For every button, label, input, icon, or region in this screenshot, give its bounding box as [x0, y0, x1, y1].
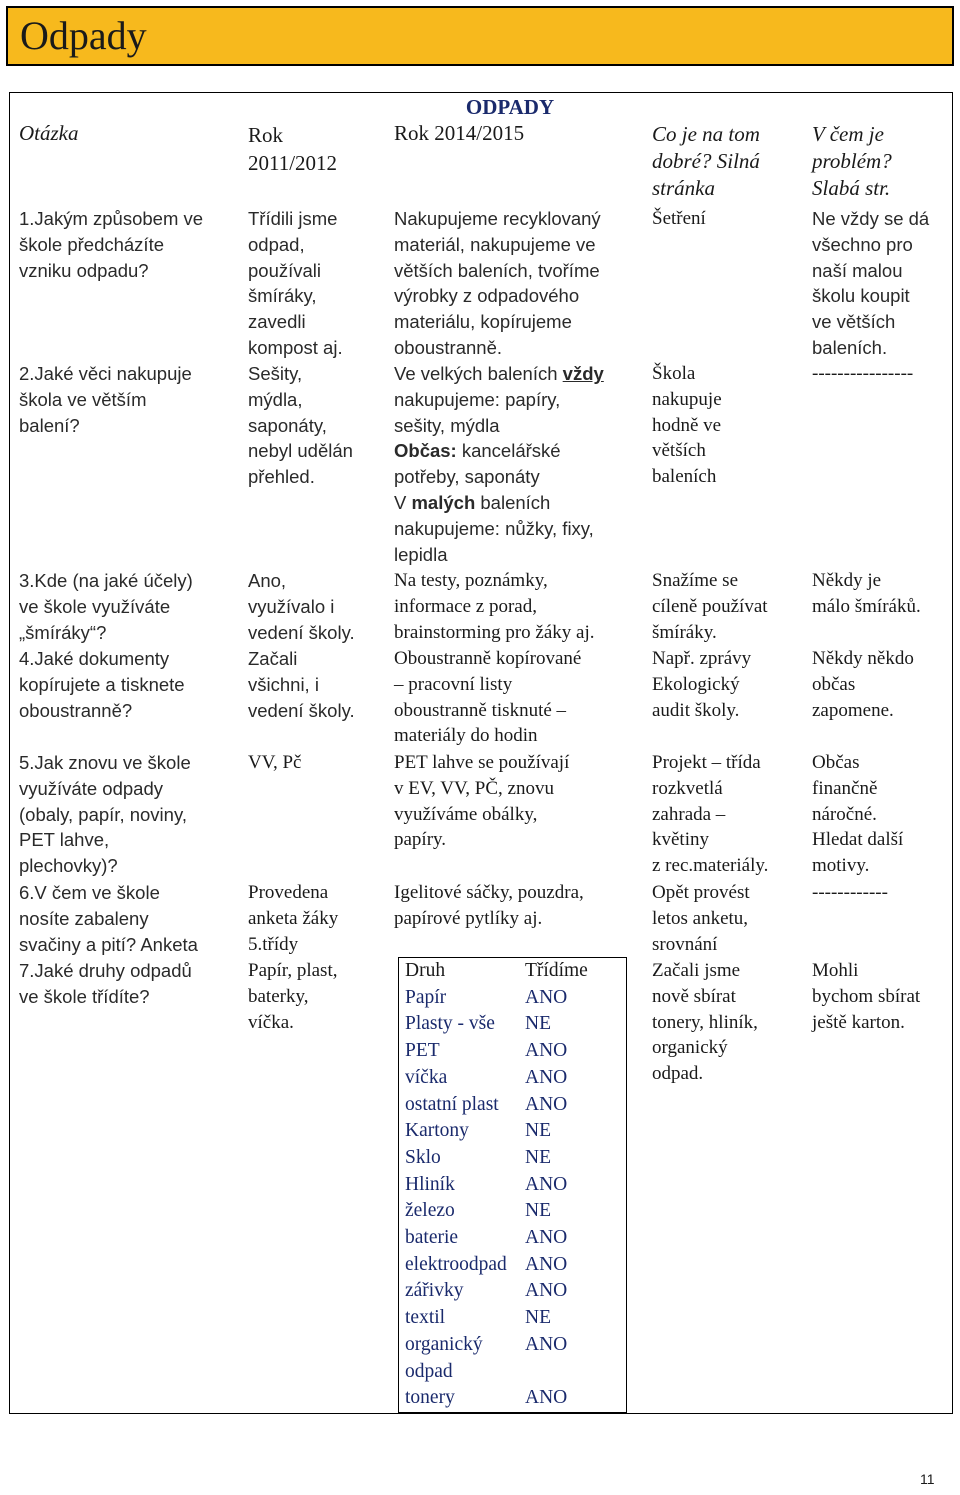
strength-1: [652, 206, 802, 232]
text-line: materiály do hodin: [394, 725, 538, 747]
sorting-kind: tonery: [405, 1387, 455, 1409]
sorting-row: [399, 1038, 627, 1065]
year-new-answer-6: [394, 880, 639, 932]
sorting-value: NE: [525, 1200, 551, 1222]
sorting-value: ANO: [525, 1173, 568, 1195]
year-old-answer-6: [248, 880, 388, 957]
text-line: nebyl udělán: [248, 440, 353, 462]
text-line: Třídili jsme: [248, 208, 338, 229]
sorting-row: [399, 1332, 627, 1385]
text-line: oboustranně.: [394, 336, 503, 358]
sorting-kind: PET: [405, 1040, 440, 1062]
text-line: Opět provést: [652, 882, 750, 903]
year-old-answer-1: [248, 206, 388, 361]
year-old-answer-5: [248, 750, 388, 776]
text-line: Sešity,: [248, 363, 303, 384]
text-line: nově sbírat: [652, 985, 736, 1007]
strength-5: [652, 750, 802, 879]
text-line: rozkvetlá: [652, 777, 723, 799]
text-line: Začali: [248, 648, 298, 669]
sorting-header-row: [399, 958, 627, 985]
text-line: papírové pytlíky aj.: [394, 907, 543, 929]
text-line: v EV, VV, PČ, znovu: [394, 777, 554, 799]
question-7: [19, 958, 234, 1010]
sorting-value: ANO: [525, 1040, 568, 1062]
text-line: odpad: [405, 1360, 453, 1382]
sorting-kind: elektroodpad: [405, 1253, 507, 1275]
sorting-kind: Papír: [405, 986, 447, 1008]
text-line: 1.Jakým způsobem ve: [19, 208, 204, 229]
sorting-kind: textil: [405, 1307, 446, 1329]
text-line: hodně ve: [652, 414, 722, 436]
text-line: anketa žáky: [248, 907, 339, 929]
text-line: Hledat další: [812, 829, 904, 851]
text-line: Rok: [248, 123, 284, 147]
text-line: plechovky)?: [19, 855, 118, 877]
sorting-row: [399, 1198, 627, 1225]
text-line: nakupuje: [652, 388, 722, 410]
sorting-value: ANO: [525, 1093, 568, 1115]
text-line: 2011/2012: [248, 151, 338, 175]
sorting-row: [399, 1145, 627, 1172]
text-line: materiálu, kopírujeme: [394, 311, 572, 333]
text-line: baterky,: [248, 985, 309, 1007]
sorting-header-sorted: Třídíme: [525, 960, 588, 981]
table-title: ODPADY: [465, 95, 555, 119]
text-line: motivy.: [812, 855, 870, 877]
text-line: V čem je: [812, 122, 884, 146]
text-line: 2.Jaké věci nakupuje: [19, 363, 192, 384]
text-line: používali: [248, 259, 322, 281]
sorting-value: ANO: [525, 986, 568, 1008]
sorting-value: ANO: [525, 1253, 568, 1275]
sorting-row: [399, 1278, 627, 1305]
page-number: 11: [920, 1471, 935, 1487]
strength-4: [652, 646, 802, 723]
sorting-kind: Hliník: [405, 1173, 455, 1195]
sorting-kind: železo: [405, 1200, 455, 1222]
year-new-answer-2: [394, 361, 639, 567]
text-line: málo šmíráků.: [812, 595, 921, 617]
text-line: 6.V čem ve škole: [19, 882, 160, 903]
text-line: víčka.: [248, 1011, 294, 1033]
year-new-answer-5: [394, 750, 639, 853]
text-line: Ano,: [248, 570, 287, 591]
text-line: ve škole využíváte: [19, 595, 171, 617]
weakness-1: [812, 206, 952, 361]
sorting-kind: zářivky: [405, 1280, 464, 1302]
question-2: [19, 361, 234, 438]
text-line: nakupujeme: papíry,: [394, 388, 561, 410]
text-line: oboustranně?: [19, 699, 133, 721]
sorting-value: ANO: [525, 1333, 568, 1355]
text-line: kompost aj.: [248, 336, 343, 358]
sorting-value: NE: [525, 1013, 551, 1035]
text-line: Oboustranně kopírované: [394, 648, 582, 669]
sorting-row: [399, 1252, 627, 1279]
text-line: šmíráky,: [248, 285, 317, 307]
text-line: (obaly, papír, noviny,: [19, 803, 187, 825]
large-pack-prefix: Ve velkých baleních: [394, 363, 563, 384]
text-line: saponáty,: [248, 414, 327, 436]
text-line: Občas: [812, 752, 860, 773]
sorting-kind: ostatní plast: [405, 1093, 499, 1115]
question-3: [19, 568, 234, 645]
sorting-header-kind: Druh: [405, 960, 446, 981]
question-4: [19, 646, 234, 723]
weakness-5: [812, 750, 952, 879]
text-line: ve škole třídíte?: [19, 985, 150, 1007]
text-line: zavedli: [248, 311, 306, 333]
occasionally-label: Občas:: [394, 440, 457, 462]
header-question: Otázka: [19, 121, 79, 145]
text-line: dobré? Silná: [652, 149, 760, 173]
header-year-new: Rok 2014/2015: [394, 121, 525, 145]
sorting-table: [398, 957, 627, 1413]
text-line: ve větších: [812, 311, 896, 333]
text-line: 7.Jaké druhy odpadů: [19, 960, 192, 981]
text-line: škola ve větším: [19, 388, 147, 410]
header-year-old: [248, 121, 388, 177]
page-title-banner: [6, 6, 954, 66]
text-line: Papír, plast,: [248, 960, 338, 981]
text-line: Např. zprávy: [652, 648, 752, 669]
text-line: vedení školy.: [248, 621, 355, 643]
text-line: Ekologický: [652, 673, 740, 695]
text-line: odpad.: [652, 1063, 704, 1085]
strength-7: [652, 958, 802, 1087]
text-line: Projekt – třída: [652, 752, 761, 773]
weakness-2: [812, 361, 952, 387]
text-line: výrobky z odpadového: [394, 285, 580, 307]
text-line: zahrada –: [652, 803, 726, 825]
text-line: „šmíráky“?: [19, 621, 107, 643]
header-strength: [652, 121, 802, 202]
text-line: stránka: [652, 176, 715, 200]
text-line: Igelitové sáčky, pouzdra,: [394, 882, 584, 903]
text-line: organický: [652, 1037, 728, 1059]
text-line: baleních: [652, 466, 717, 488]
text-line: Co je na tom: [652, 122, 760, 146]
text-line: Ne vždy se dá: [812, 208, 930, 229]
text-line: Škola: [652, 363, 696, 384]
sorting-row: [399, 1092, 627, 1119]
text-line: PET lahve se používají: [394, 752, 570, 773]
occasionally-text: kancelářské: [456, 440, 561, 462]
text-line: mýdla,: [248, 388, 303, 410]
sorting-row: [399, 1065, 627, 1092]
text-line: VV, Pč: [248, 752, 302, 773]
page-title: Odpady: [20, 13, 147, 58]
text-line: Slabá str.: [812, 176, 891, 200]
sorting-row: [399, 985, 627, 1012]
text-line: svačiny a pití? Anketa: [19, 933, 198, 955]
small-emphasis: malých: [411, 491, 476, 513]
text-line: využíváme obálky,: [394, 803, 538, 825]
weakness-6: [812, 880, 952, 906]
sorting-row: [399, 1385, 627, 1412]
sorting-value: NE: [525, 1120, 551, 1142]
text-line: brainstorming pro žáky aj.: [394, 621, 595, 643]
strength-6: [652, 880, 802, 957]
text-line: lepidla: [394, 543, 448, 565]
text-line: Začali jsme: [652, 960, 741, 981]
text-line: ------------: [812, 882, 888, 903]
text-line: přehled.: [248, 466, 315, 488]
text-line: školu koupit: [812, 285, 910, 307]
text-line: odpad,: [248, 233, 305, 255]
text-line: tonery, hliník,: [652, 1011, 758, 1033]
sorting-kind: baterie: [405, 1227, 459, 1249]
sorting-kind: Kartony: [405, 1120, 469, 1142]
text-line: cíleně používat: [652, 595, 768, 617]
sorting-value: ANO: [525, 1227, 568, 1249]
text-line: baleních.: [812, 336, 888, 358]
text-line: využíváte odpady: [19, 777, 163, 799]
sorting-value: NE: [525, 1307, 551, 1329]
text-line: – pracovní listy: [394, 673, 513, 695]
text-line: problém?: [812, 149, 892, 173]
text-line: PET lahve,: [19, 829, 110, 851]
text-line: papíry.: [394, 829, 447, 851]
text-line: všichni, i: [248, 673, 319, 695]
year-old-answer-7: [248, 958, 388, 1035]
text-line: organický: [405, 1333, 483, 1355]
year-old-answer-3: [248, 568, 388, 645]
text-line: oboustranně tisknuté –: [394, 699, 567, 721]
text-line: nakupujeme: nůžky, fixy,: [394, 517, 594, 539]
text-line: finančně: [812, 777, 878, 799]
year-new-answer-1: [394, 206, 639, 361]
text-line: materiál, nakupujeme ve: [394, 233, 596, 255]
strength-3: [652, 568, 802, 645]
year-old-answer-2: [248, 361, 388, 490]
text-line: potřeby, saponáty: [394, 466, 540, 488]
text-line: šmíráky.: [652, 621, 717, 643]
weakness-4: [812, 646, 952, 723]
text-line: větších baleních, tvoříme: [394, 259, 600, 281]
sorting-value: NE: [525, 1146, 551, 1168]
header-weakness: [812, 121, 952, 202]
sorting-value: ANO: [525, 1387, 568, 1409]
sorting-row: [399, 1225, 627, 1252]
text-line: květiny: [652, 829, 709, 851]
text-line: Někdy někdo: [812, 648, 914, 669]
sorting-kind: víčka: [405, 1066, 448, 1088]
text-line: Snažíme se: [652, 570, 739, 591]
text-line: bychom sbírat: [812, 985, 921, 1007]
text-line: náročné.: [812, 803, 877, 825]
text-line: škole předcházíte: [19, 233, 165, 255]
always-emphasis: vždy: [562, 363, 604, 384]
text-line: Nakupujeme recyklovaný: [394, 208, 601, 229]
question-6: [19, 880, 234, 957]
small-pack-prefix: V: [394, 491, 412, 513]
text-line: sešity, mýdla: [394, 414, 500, 436]
text-line: nosíte zabaleny: [19, 907, 149, 929]
weakness-7: [812, 958, 952, 1035]
question-5: [19, 750, 234, 879]
text-line: 3.Kde (na jaké účely): [19, 570, 193, 591]
text-line: Na testy, poznámky,: [394, 570, 548, 591]
text-line: 5.třídy: [248, 933, 299, 955]
text-line: z rec.materiály.: [652, 855, 769, 877]
sorting-row: [399, 1011, 627, 1038]
text-line: občas: [812, 673, 856, 695]
question-1: [19, 206, 234, 283]
text-line: naší malou: [812, 259, 903, 281]
text-line: vedení školy.: [248, 699, 355, 721]
sorting-row: [399, 1118, 627, 1145]
small-pack-suffix: baleních: [475, 491, 551, 513]
text-line: informace z porad,: [394, 595, 537, 617]
text-line: 5.Jak znovu ve škole: [19, 752, 191, 773]
year-old-answer-4: [248, 646, 388, 723]
text-line: Provedena: [248, 882, 329, 903]
sorting-row: [399, 1305, 627, 1332]
text-line: audit školy.: [652, 699, 740, 721]
text-line: využívalo i: [248, 595, 335, 617]
sorting-kind: Sklo: [405, 1146, 441, 1168]
text-line: zapomene.: [812, 699, 894, 721]
text-line: srovnání: [652, 933, 718, 955]
text-line: všechno pro: [812, 233, 913, 255]
text-line: ještě karton.: [812, 1011, 905, 1033]
sorting-value: ANO: [525, 1280, 568, 1302]
text-line: balení?: [19, 414, 80, 436]
sorting-kind: Plasty - vše: [405, 1013, 495, 1035]
text-line: Někdy je: [812, 570, 882, 591]
sorting-row: [399, 1172, 627, 1199]
year-new-answer-4: [394, 646, 639, 749]
weakness-3: [812, 568, 952, 620]
sorting-value: ANO: [525, 1066, 568, 1088]
text-line: Šetření: [652, 208, 706, 229]
year-new-answer-3: [394, 568, 639, 645]
text-line: letos anketu,: [652, 907, 749, 929]
text-line: vzniku odpadu?: [19, 259, 149, 281]
text-line: 4.Jaké dokumenty: [19, 648, 170, 669]
sorting-kind: [399, 1332, 526, 1385]
strength-2: [652, 361, 802, 490]
text-line: větších: [652, 440, 706, 462]
text-line: ----------------: [812, 363, 914, 384]
text-line: Mohli: [812, 960, 859, 981]
text-line: kopírujete a tisknete: [19, 673, 185, 695]
